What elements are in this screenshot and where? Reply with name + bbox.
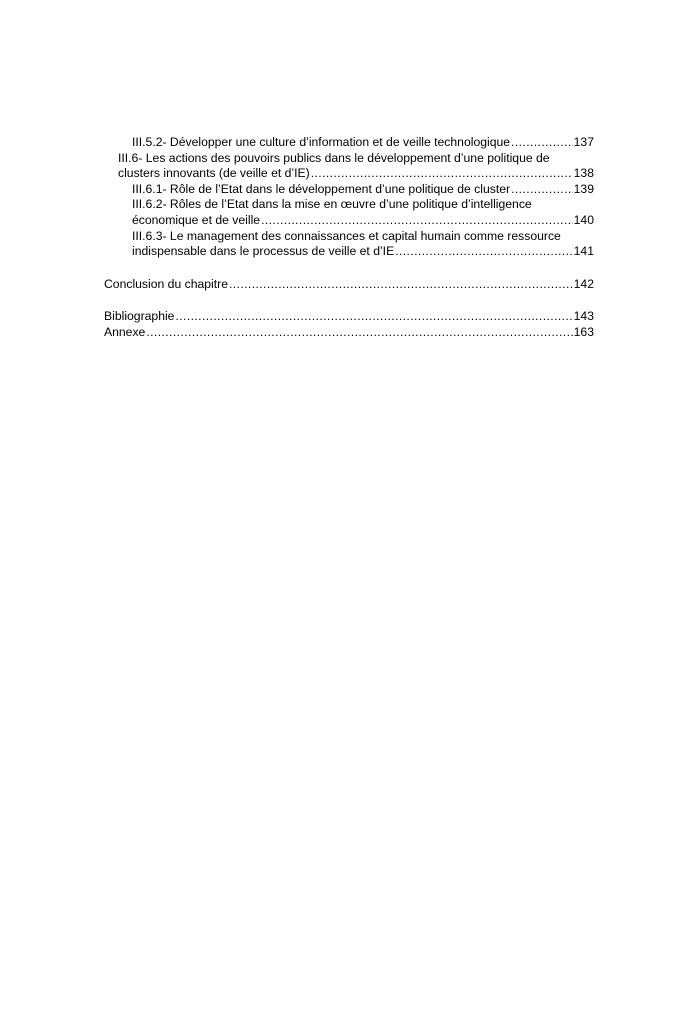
toc-entry-line: III.6.3- Le management des connaissances et capital humain comme ressource (132, 228, 561, 243)
dot-leader (511, 135, 573, 151)
toc-page-number: 139 (573, 181, 594, 196)
dot-leader (395, 244, 572, 260)
toc-page-number: 163 (573, 324, 594, 339)
toc-page-number: 140 (573, 212, 594, 227)
spacer (104, 260, 594, 277)
toc-entry (104, 213, 594, 229)
dot-leader (175, 309, 572, 325)
toc-entry-title: clusters innovants (de veille et d’IE) (118, 166, 310, 181)
toc-entry (104, 182, 594, 198)
dot-leader (261, 213, 573, 229)
dot-leader (229, 277, 573, 293)
toc-entry-title: économique et de veille (132, 212, 261, 227)
toc-entry (104, 166, 594, 182)
dot-leader (311, 166, 573, 182)
toc-entry-title: III.6.1- Rôle de l’Etat dans le développement d’une politique de cluster (132, 181, 511, 196)
toc-page-number: 143 (573, 309, 594, 324)
toc-entry-title: indispensable dans le processus de veille et d’IE (132, 244, 395, 259)
toc-entry-title: III.5.2- Développer une culture d’information et de veille technologique (132, 135, 511, 149)
table-of-contents (104, 135, 594, 341)
toc-entry (104, 277, 594, 293)
toc-entry (104, 325, 594, 341)
toc-page-number: 138 (573, 166, 594, 181)
toc-page-number: 142 (573, 276, 594, 291)
toc-entry (104, 244, 594, 260)
toc-entry (104, 309, 594, 325)
dot-leader (511, 182, 573, 198)
toc-entry-title: Conclusion du chapitre (104, 276, 228, 291)
spacer (104, 292, 594, 309)
dot-leader (146, 325, 572, 341)
toc-entry-line: III.6.2- Rôles de l’Etat dans la mise en œuvre d’une politique d’intelligence (132, 197, 532, 212)
toc-entry-line: III.6- Les actions des pouvoirs publics dans le développement d’une politique de (118, 150, 550, 165)
toc-page-number: 137 (573, 135, 594, 149)
toc-entry (104, 135, 594, 151)
toc-entry-title: Bibliographie (104, 309, 175, 324)
toc-entry-title: Annexe (104, 324, 146, 339)
toc-page-number: 141 (573, 244, 594, 259)
